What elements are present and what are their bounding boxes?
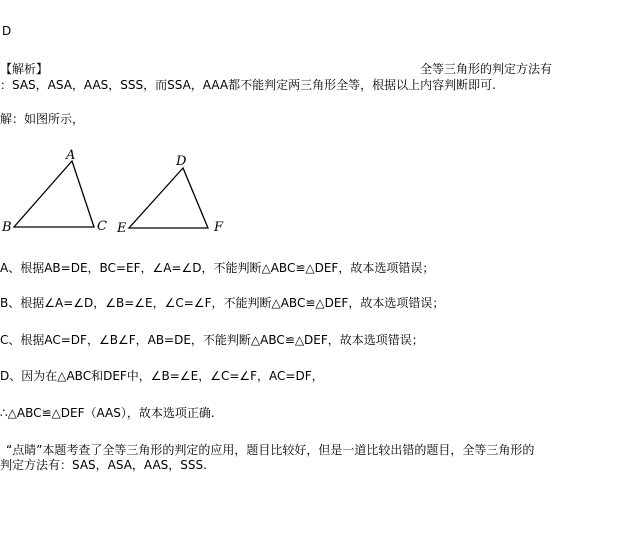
analysis-intro-right: 全等三角形的判定方法有 (420, 62, 553, 76)
vertex-label-f: F (214, 220, 224, 235)
vertex-label-d: D (176, 154, 187, 169)
comment-line-1: “点睛”本题考查了全等三角形的判定的应用，题目比较好，但是一道比较出错的题目，全等三角形的 (6, 443, 535, 457)
option-c: C、根据AC=DF，∠B∠F，AB=DE，不能判断△ABC≌△DEF，故本选项错误； (0, 333, 424, 347)
solution-lead: 解：如图所示， (0, 112, 85, 126)
vertex-label-b: B (2, 220, 12, 235)
analysis-heading: 【解析】 (0, 62, 49, 76)
vertex-label-c: C (97, 219, 107, 234)
option-d-conclusion: ∴△ABC≌△DEF（AAS），故本选项正确. (0, 406, 215, 420)
triangle-figure (0, 148, 260, 238)
vertex-label-e: E (117, 221, 127, 236)
option-b: B、根据∠A=∠D，∠B=∠E，∠C=∠F，不能判断△ABC≌△DEF，故本选项错误； (0, 296, 445, 310)
comment-line-2: 判定方法有：SAS，ASA，AAS，SSS. (0, 458, 207, 472)
option-d: D、因为在△ABC和DEF中，∠B=∠E，∠C=∠F，AC=DF， (0, 369, 324, 383)
option-a: A、根据AB=DE，BC=EF，∠A=∠D，不能判断△ABC≌△DEF，故本选项错误； (0, 261, 435, 275)
triangle-def (116, 154, 224, 236)
answer-letter: D (2, 24, 12, 38)
analysis-intro-continued: ：SAS，ASA，AAS，SSS，而SSA，AAA都不能判定两三角形全等，根据以上内容判断即可. (0, 78, 496, 92)
vertex-label-a: A (66, 148, 76, 163)
triangle-abc (1, 148, 107, 235)
